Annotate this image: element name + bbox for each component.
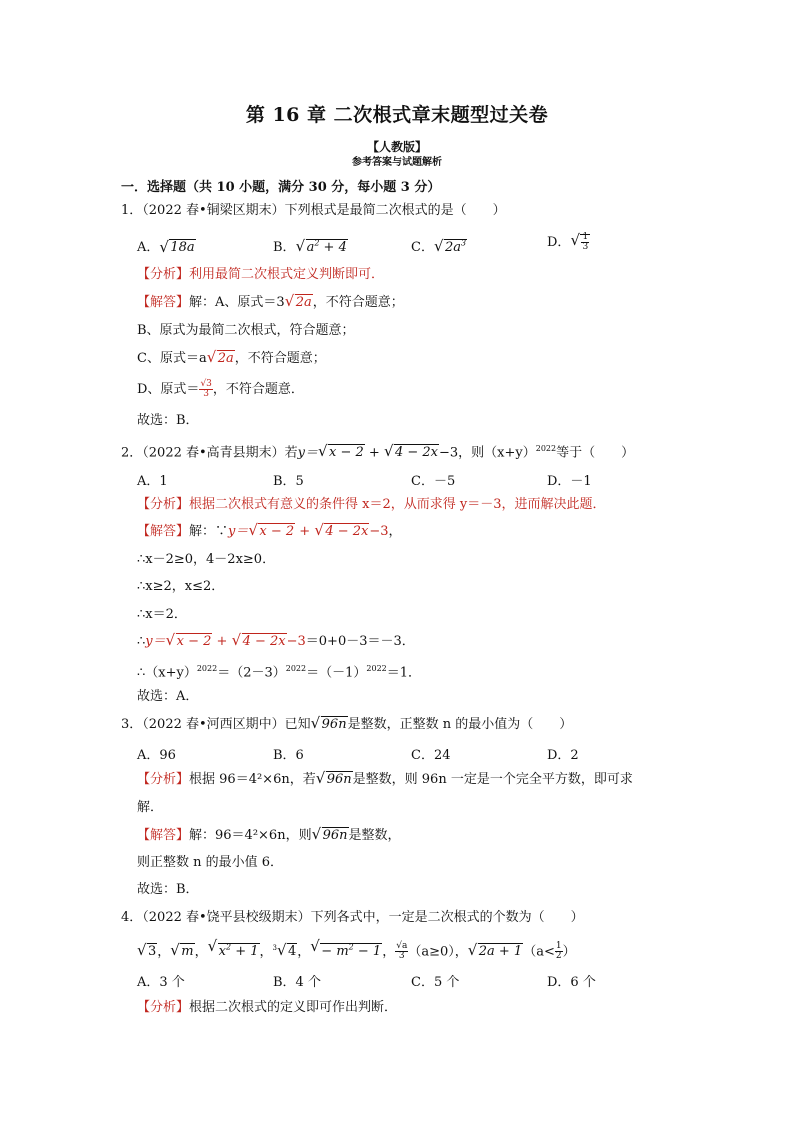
q1-solution-b: B、原式为最简二次根式，符合题意； — [137, 323, 355, 338]
q2-stem: 2．（2022 春•高青县期末）若y＝√ x − 2 + √ 4 − 2x−3，则$(x+y)^{2022}$等于（ ） — [121, 441, 634, 461]
q3-solution-2: 则正整数 n 的最小值 6． — [137, 855, 284, 870]
q1-option-a: A．√ 18a — [137, 236, 196, 255]
q2-option-a: A．1 — [137, 474, 168, 489]
q1-option-c: C．√ $2a^3$ — [411, 236, 467, 255]
q1-solution-a: 【解答】解：A、原式＝3√ 2a，不符合题意； — [137, 295, 404, 311]
q2-analysis: 【分析】根据二次根式有意义的条件得 x＝2，从而求得 y＝－3，进而解决此题． — [137, 497, 606, 512]
q1-analysis: 【分析】利用最简二次根式定义判断即可． — [137, 267, 385, 282]
q3-option-c: C．24 — [411, 748, 451, 763]
q2-option-b: B．5 — [273, 474, 304, 489]
q4-stem: 4．（2022 春•饶平县校级期末）下列各式中，一定是二次根式的个数为（ ） — [121, 910, 584, 925]
q3-analysis: 【分析】根据 96＝4²×6n，若√ 96n是整数，则 96n 一定是一个完全平方数，即可求 — [137, 772, 633, 788]
q2-solution-1: 【解答】解：∵y＝√ x − 2 + √ 4 − 2x−3， — [137, 524, 402, 540]
q2-solution-2: ∴x－2≥0，4－2x≥0． — [137, 552, 276, 567]
q2-solution-5: ∴y＝√ x − 2 + √ 4 − 2x−3＝0+0－3＝－3． — [137, 634, 415, 650]
q3-option-a: A．96 — [137, 748, 176, 763]
q3-option-b: B．6 — [273, 748, 304, 763]
page-title: 第 16 章 二次根式章末题型过关卷 — [245, 104, 549, 126]
q1-solution-d: D、原式＝ $\frac{√3}{3}$ ，不符合题意． — [137, 379, 304, 399]
edition-label: 【人教版】 — [366, 140, 427, 154]
q4-option-a: A．3 个 — [137, 975, 185, 990]
q3-analysis-cont: 解． — [137, 800, 164, 815]
q4-option-c: C．5 个 — [411, 975, 460, 990]
q3-answer: 故选：B． — [137, 882, 199, 897]
q2-option-d: D．－1 — [547, 474, 592, 489]
q1-solution-c: C、原式＝a√ 2a，不符合题意； — [137, 351, 326, 367]
q1-option-b: B．√ $a^2 + 4$ — [273, 236, 348, 255]
q4-option-b: B．4 个 — [273, 975, 321, 990]
answer-subtitle: 参考答案与试题解析 — [352, 157, 442, 168]
q4-option-d: D．6 个 — [547, 975, 596, 990]
q3-option-d: D．2 — [547, 748, 579, 763]
q4-expressions: √ 3，√ m，√ $x^2 + 1$，$^3$√ 4，√ − $m^2 - 1$， $\frac{√a}{3}$ （a≥0），√ 2a + 1（a< $\frac{1}{2}$ ） — [137, 940, 576, 961]
q1-stem: 1．（2022 春•铜梁区期末）下列根式是最简二次根式的是（ ） — [121, 203, 506, 218]
q2-option-c: C．－5 — [411, 474, 456, 489]
q1-option-d: D． √ $\frac{1}{3}$ — [547, 231, 590, 252]
q2-solution-3: ∴x≥2，x≤2． — [137, 579, 225, 594]
section-heading: 一．选择题（共 10 小题，满分 30 分，每小题 3 分） — [121, 180, 441, 195]
q2-solution-6: $\therefore(x+y)^{2022}=(2-3)^{2022}=(-1)^{2022}=1$． — [137, 664, 422, 681]
q3-stem: 3．（2022 春•河西区期中）已知√ 96n是整数，正整数 n 的最小值为（ ） — [121, 717, 572, 733]
q2-answer: 故选：A． — [137, 689, 199, 704]
q2-solution-4: ∴x＝2． — [137, 607, 187, 622]
q3-solution-1: 【解答】解：96＝4²×6n，则√ 96n是整数， — [137, 828, 401, 844]
q1-answer: 故选：B． — [137, 413, 199, 428]
q4-analysis: 【分析】根据二次根式的定义即可作出判断． — [137, 1000, 398, 1015]
